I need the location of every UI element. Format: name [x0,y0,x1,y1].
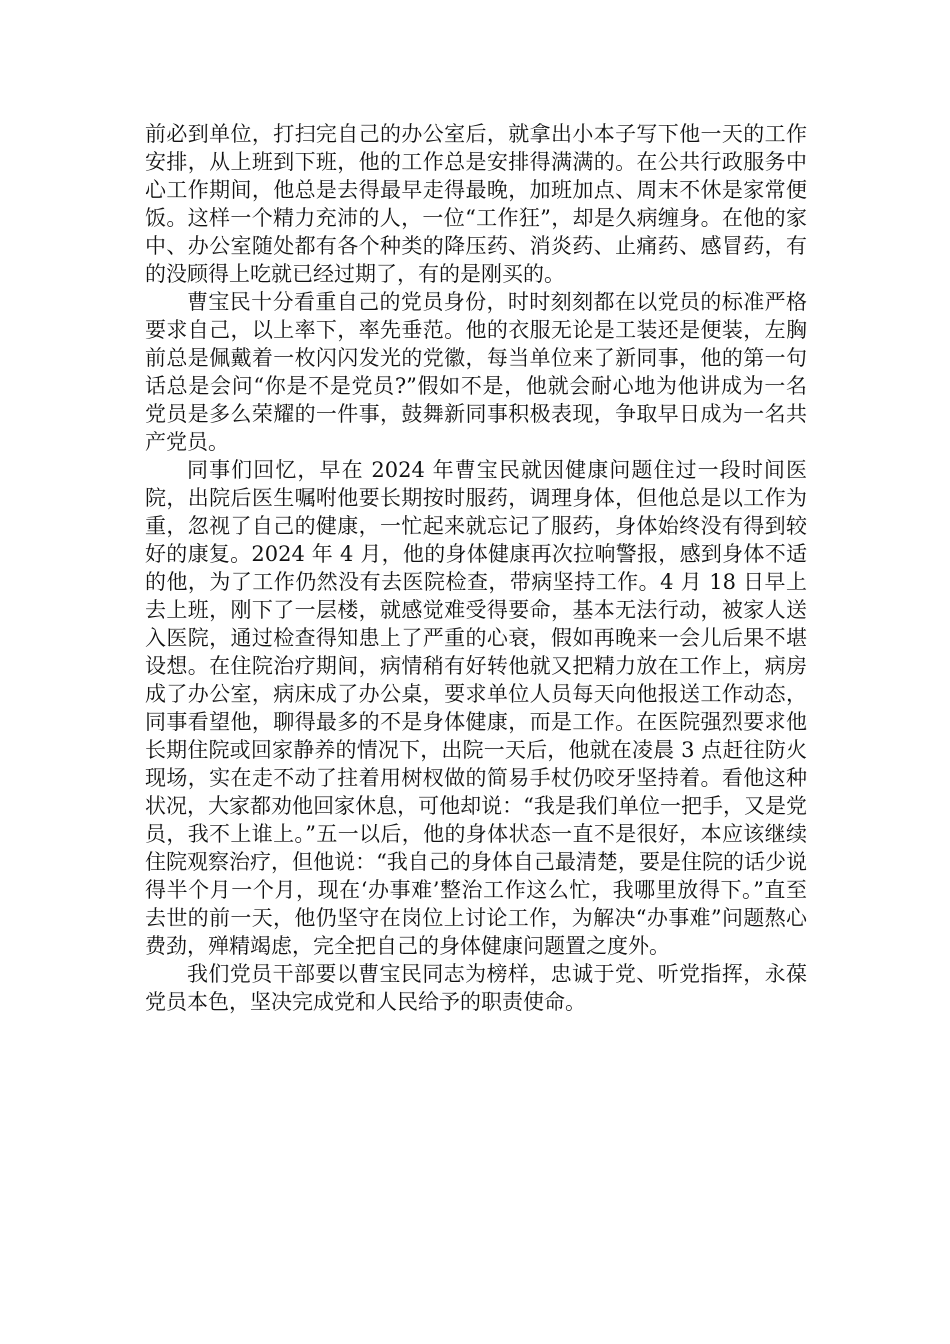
paragraph-party-identity: 曹宝民十分看重自己的党员身份，时时刻刻都在以党员的标准严格要求自己，以上率下，率先垂范。他的衣服无论是工装还是便装，左胸前总是佩戴着一枚闪闪发光的党徽，每当单位来了新同事，他的第一句话总是会问“你是不是党员?”假如不是，他就会耐心地为他讲成为一名党员是多么荣耀的一件事，鼓舞新同事积极表现，争取早日成为一名共产党员。 [145,290,807,454]
paragraph-conclusion: 我们党员干部要以曹宝民同志为榜样，忠诚于党、听党指挥，永葆党员本色，坚决完成党和人民给予的职责使命。 [145,962,807,1014]
paragraph-health-story: 同事们回忆，早在 2024 年曹宝民就因健康问题住过一段时间医院，出院后医生嘱咐他要长期按时服药，调理身体，但他总是以工作为重，忽视了自己的健康，一忙起来就忘记了服药，身体始终没有得到较好的康复。2024 年 4 月，他的身体健康再次拉响警报，感到身体不适的他，为了工作仍然没有去医院检查，带病坚持工作。4 月 18 日早上去上班，刚下了一层楼，就感觉难受得要命，基本无法行动，被家人送入医院，通过检查得知患上了严重的心衰，假如再晚来一会儿后果不堪设想。在住院治疗期间，病情稍有好转他就又把精力放在工作上，病房成了办公室，病床成了办公桌，要求单位人员每天向他报送工作动态，同事看望他，聊得最多的不是身体健康，而是工作。在医院强烈要求他长期住院或回家静养的情况下，出院一天后，他就在凌晨 3 点赶往防火现场，实在走不动了拄着用树杈做的简易手杖仍咬牙坚持着。看他这种状况，大家都劝他回家休息，可他却说：“我是我们单位一把手，又是党员，我不上谁上。”五一以后，他的身体状态一直不是很好，本应该继续住院观察治疗，但他说：“我自己的身体自己最清楚，要是住院的话少说得半个月一个月，现在‘办事难’整治工作这么忙，我哪里放得下。”直至去世的前一天，他仍坚守在岗位上讨论工作，为解决“办事难”问题熬心费劲，殚精竭虑，完全把自己的身体健康问题置之度外。 [145,458,807,958]
paragraph-continuation: 前必到单位，打扫完自己的办公室后，就拿出小本子写下他一天的工作安排，从上班到下班，他的工作总是安排得满满的。在公共行政服务中心工作期间，他总是去得最早走得最晚，加班加点、周末不休是家常便饭。这样一个精力充沛的人，一位“工作狂”，却是久病缠身。在他的家中、办公室随处都有各个种类的降压药、消炎药、止痛药、感冒药，有的没顾得上吃就已经过期了，有的是刚买的。 [145,122,807,286]
document-body [145,120,807,1016]
